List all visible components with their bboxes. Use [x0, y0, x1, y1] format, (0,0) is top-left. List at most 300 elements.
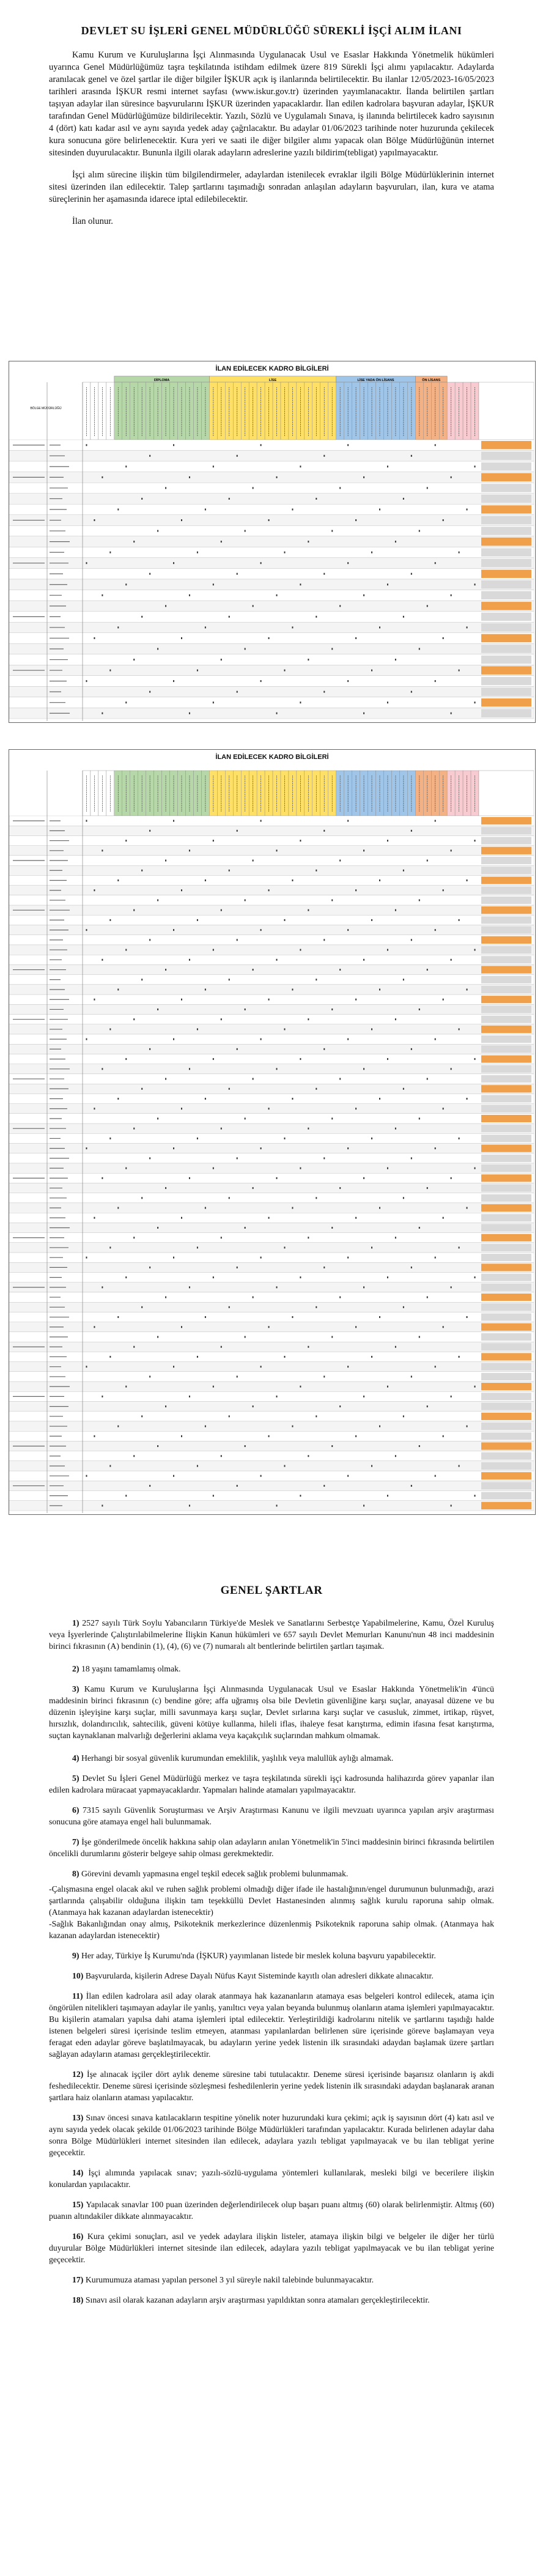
cell-value-mark	[102, 594, 103, 596]
condition-item	[49, 1868, 494, 1879]
cell-value-mark	[300, 701, 301, 703]
cell-value-mark	[371, 1465, 372, 1467]
total-cell	[481, 1055, 531, 1062]
total-cell	[481, 505, 531, 514]
condition-item	[49, 2167, 494, 2190]
total-cell	[481, 1343, 531, 1350]
cell-value-mark	[339, 1405, 341, 1407]
cell-value-mark	[419, 530, 420, 532]
cell-value-mark	[173, 1038, 174, 1040]
table-row	[9, 1144, 534, 1153]
cell-value-mark	[395, 1128, 396, 1130]
condition-text: İşe gönderilmede öncelik hakkına sahip olan adayların anılan Yönetmelik'in 5'inci maddesinin birinci fıkrasında belirtilen öncelikli durumlarını gösterir belgeye sahip olması gerekmektedir.	[49, 1837, 494, 1858]
cell-value-mark	[459, 1028, 460, 1030]
cell-value-mark	[292, 1316, 293, 1318]
cell-value-mark	[276, 959, 278, 961]
total-cell	[481, 996, 531, 1003]
cell-value-mark	[475, 583, 476, 585]
cell-value-mark	[205, 989, 206, 991]
cell-value-mark	[355, 519, 356, 521]
condition-number: 10)	[72, 1971, 86, 1980]
cell-value-mark	[387, 1168, 388, 1169]
cell-value-mark	[292, 509, 293, 511]
total-cell	[481, 1383, 531, 1390]
cell-value-mark	[323, 1485, 325, 1487]
total-cell	[481, 1005, 531, 1013]
table-row	[9, 1431, 534, 1441]
cell-value-mark	[125, 1168, 127, 1169]
cell-value-mark	[435, 1366, 436, 1368]
cell-value-mark	[94, 1108, 95, 1109]
cell-value-mark	[371, 1028, 372, 1030]
table-row	[9, 1123, 534, 1133]
cell-value-mark	[371, 552, 372, 553]
table-row	[9, 1401, 534, 1411]
cell-value-mark	[451, 959, 452, 961]
cell-value-mark	[109, 670, 111, 672]
cell-value-mark	[411, 1048, 412, 1050]
total-cell	[481, 1423, 531, 1430]
table-row	[9, 1024, 534, 1034]
total-cell	[481, 548, 531, 557]
cell-value-mark	[189, 1286, 190, 1288]
cell-value-mark	[237, 830, 238, 832]
cell-value-mark	[133, 1346, 135, 1348]
table-row	[9, 440, 534, 451]
condition-text: İlan edilen kadrolara asil aday olarak atanmaya hak kazananların atamaya esas belgeleri kontrol edilecek, atama için öngörülen nitelikleri taşımayan adaylar ile yanlış, yanıltıcı veya yalan beyanda bulunmuş olanların atama işlemleri yapılmayacaktır. Bu kişilerin atamaları yapılsa dahi atama işlemleri iptal edilecektir. Yerleştirildiği kadrolarını nitelik ve şartlarını taşıdığı halde istenen belgeleri süresi içerisinde teslim etmeyen, atanması yapılanlardan belirlenen süre içerisinde göreve başlamayan veya feragat eden adaylar göreve başlatılmayacak, bu adayların yerine yedek listenin ilk sırasındaki adaydan başlamak üzere şartları sağlayan adayların ataması gerçekleştirilecektir.	[49, 1991, 494, 2059]
cell-value-mark	[284, 1138, 285, 1139]
cell-value-mark	[411, 1375, 412, 1377]
cell-value-mark	[237, 1157, 238, 1159]
total-cell	[481, 897, 531, 904]
condition-text: 18 yaşını tamamlamış olmak.	[81, 1664, 181, 1673]
cell-value-mark	[133, 1018, 135, 1020]
condition-text: Devlet Su İşleri Genel Müdürlüğü merkez ve taşra teşkilatında sürekli işçi kadrosunda halihazırda görev yapanlar ilan edilen kadrolara müracaat yapmayacaklardır. Yapmaları halinde atamaları yapılmayacaktır.	[49, 1774, 494, 1794]
cell-value-mark	[213, 949, 214, 951]
cell-value-mark	[197, 670, 198, 672]
table-1-grid	[9, 372, 534, 721]
table-row	[9, 1153, 534, 1163]
condition-text: Her aday, Türkiye İş Kurumu'nda (İŞKUR) yayımlanan listede bir meslek koluna başvuru yapabilecektir.	[81, 1951, 436, 1960]
table-row	[9, 568, 534, 579]
cell-value-mark	[149, 691, 150, 693]
total-cell	[481, 1482, 531, 1489]
group-header-label: DİPLOMA	[153, 379, 170, 382]
total-cell	[481, 876, 531, 884]
cell-value-mark	[268, 999, 270, 1001]
cell-value-mark	[94, 1435, 95, 1437]
cell-value-mark	[339, 1187, 341, 1189]
cell-value-mark	[331, 1227, 333, 1229]
cell-value-mark	[253, 969, 254, 971]
cell-value-mark	[157, 530, 158, 532]
total-cell	[481, 1442, 531, 1449]
cell-value-mark	[173, 444, 174, 446]
cell-value-mark	[443, 999, 444, 1001]
cell-value-mark	[323, 691, 325, 693]
cell-value-mark	[149, 1157, 150, 1159]
cell-value-mark	[221, 1346, 222, 1348]
cell-value-mark	[411, 1267, 412, 1268]
condition-number: 1)	[72, 1618, 83, 1627]
cell-value-mark	[157, 1336, 158, 1338]
cell-value-mark	[443, 1108, 444, 1109]
cell-value-mark	[403, 616, 404, 618]
total-cell	[481, 1164, 531, 1172]
cell-value-mark	[467, 626, 468, 628]
cell-value-mark	[419, 1227, 420, 1229]
cell-value-mark	[253, 1187, 254, 1189]
condition-text: Sınavı asil olarak kazanan adayların arşiv araştırması yapıldıktan sonra atamaları gerçekleştirilecektir.	[85, 2295, 430, 2304]
total-cell	[481, 687, 531, 696]
cell-value-mark	[157, 1445, 158, 1447]
cell-value-mark	[427, 487, 428, 489]
condition-text: 2527 sayılı Türk Soylu Yabancıların Türkiye'de Meslek ve Sanatlarını Serbestçe Yapabilmelerine, Kamu, Özel Kuruluş veya İşyerlerinde Çalıştırılabilmelerine İlişkin Kanun hükümleri ve 657 sayılı Devlet Memurları Kanunu'nun 48 inci maddesinin birinci fıkrasının (A) bendinin (1), (4), (6) ve (7) numaralı alt bentlerinde belirtilen şartları taşımak.	[49, 1618, 494, 1651]
cell-value-mark	[331, 899, 333, 901]
total-cell	[481, 837, 531, 844]
cell-value-mark	[253, 1078, 254, 1080]
total-cell	[481, 1303, 531, 1311]
cell-value-mark	[411, 830, 412, 832]
cell-value-mark	[189, 1068, 190, 1070]
closing-text: İlan olunur.	[72, 217, 113, 226]
condition-number: 12)	[72, 2070, 87, 2079]
cell-value-mark	[331, 530, 333, 532]
total-cell	[481, 516, 531, 525]
table-row	[9, 865, 534, 875]
cell-value-mark	[347, 562, 349, 564]
table-row	[9, 1382, 534, 1391]
cell-value-mark	[197, 552, 198, 553]
table-row	[9, 994, 534, 1004]
cell-value-mark	[300, 840, 301, 842]
cell-value-mark	[379, 509, 380, 511]
cell-value-mark	[197, 1138, 198, 1139]
table-row	[9, 856, 534, 865]
cell-value-mark	[316, 1306, 317, 1308]
total-cell	[481, 1363, 531, 1371]
intro-section	[0, 49, 543, 228]
cell-value-mark	[331, 1009, 333, 1010]
total-cell	[481, 1095, 531, 1102]
cell-value-mark	[86, 1475, 87, 1477]
cell-value-mark	[451, 594, 452, 596]
cell-value-mark	[229, 498, 230, 500]
total-cell	[481, 1413, 531, 1420]
process-paragraph: İşçi alım sürecine ilişkin tüm bilgilendirmeler, adaylardan istenilecek evraklar ilgili Bölge Müdürlüklerinin internet sitesi üzerinden ilan edilecektir. Talep şartlarını taşımadığı sonradan anlaşılan adayların başvuruları, ilan, kura ve atama süreçlerinin her aşamasında idarece iptal edilebilecektir.	[49, 170, 494, 204]
total-cell	[481, 1453, 531, 1460]
cell-value-mark	[260, 1147, 262, 1149]
cell-value-mark	[102, 959, 103, 961]
cell-value-mark	[403, 1415, 404, 1417]
cell-value-mark	[323, 1267, 325, 1268]
cell-value-mark	[189, 849, 190, 851]
cell-value-mark	[347, 820, 349, 822]
condition-text: Sınav öncesi sınava katılacakların tespitine yönelik noter huzurundaki kura çekimi; açık iş sayısının dört (4) katı asıl ve aynı sayıda yedek olacak şekilde 01/06/2023 tarihinde Bölge Müdürlükleri tarafından yapılacaktır. Kurada belirlenen adaylar daha sonra Bölge Müdürlükleri internet sitesinden ilan edilecek, adaylara yazılı tebligat yapılmayacak ve bu ilan tebligat yerine geçecektir.	[49, 2113, 494, 2157]
cell-value-mark	[102, 712, 103, 714]
cell-value-mark	[86, 444, 87, 446]
cell-value-mark	[157, 648, 158, 650]
cell-value-mark	[467, 1098, 468, 1100]
cell-value-mark	[260, 1366, 262, 1368]
cell-value-mark	[323, 1048, 325, 1050]
total-cell	[481, 1035, 531, 1043]
cell-value-mark	[363, 1505, 364, 1506]
cell-value-mark	[189, 1505, 190, 1506]
total-cell	[481, 946, 531, 953]
cell-value-mark	[141, 979, 142, 980]
cell-value-mark	[355, 1108, 356, 1109]
total-cell	[481, 1234, 531, 1242]
table-row	[9, 461, 534, 472]
total-cell	[481, 495, 531, 503]
cell-value-mark	[292, 879, 293, 881]
cell-value-mark	[125, 840, 127, 842]
cell-value-mark	[117, 1207, 119, 1209]
condition-item	[49, 1804, 494, 1827]
cell-value-mark	[387, 1495, 388, 1497]
condition-number: 11)	[72, 1991, 86, 2000]
table-2-title: İLAN EDİLECEK KADRO BİLGİLERİ	[215, 753, 329, 761]
cell-value-mark	[117, 1098, 119, 1100]
condition-item	[49, 1617, 494, 1652]
cell-value-mark	[347, 1257, 349, 1259]
condition-text: İşe alınacak işçiler dört aylık deneme süresine tabi tutulacaktır. Deneme süresi içerisinde başarısız olanların iş akdi feshedilecektir. Deneme süresi içerisinde sözleşmesi feshedilenlerin yerine yedek listenin ilk sırasındaki adaydan başlanarak aranan şartlara haiz olanların ataması yapılacaktır.	[49, 2070, 494, 2102]
total-cell	[481, 527, 531, 535]
cell-value-mark	[173, 1147, 174, 1149]
cell-value-mark	[379, 626, 380, 628]
cell-value-mark	[475, 701, 476, 703]
table-row	[9, 622, 534, 633]
cell-value-mark	[347, 1038, 349, 1040]
cell-value-mark	[475, 840, 476, 842]
cell-value-mark	[165, 969, 166, 971]
cell-value-mark	[229, 1306, 230, 1308]
table-row	[9, 1034, 534, 1044]
cell-value-mark	[459, 1138, 460, 1139]
cell-value-mark	[411, 1485, 412, 1487]
cell-value-mark	[371, 1356, 372, 1358]
table-row	[9, 816, 534, 826]
cell-value-mark	[245, 1227, 246, 1229]
cell-value-mark	[205, 626, 206, 628]
table-row	[9, 1094, 534, 1103]
cell-value-mark	[109, 1028, 111, 1030]
cell-value-mark	[323, 1375, 325, 1377]
cell-value-mark	[205, 1207, 206, 1209]
cell-value-mark	[387, 949, 388, 951]
condition-text: Herhangi bir sosyal güvenlik kurumundan emeklilik, yaşlılık veya malullük aylığı almamak.	[81, 1753, 394, 1763]
cell-value-mark	[451, 1505, 452, 1506]
cell-value-mark	[427, 1297, 428, 1298]
cell-value-mark	[443, 519, 444, 521]
conditions-header	[0, 1584, 543, 1597]
cell-value-mark	[331, 1117, 333, 1119]
cell-value-mark	[213, 701, 214, 703]
cell-value-mark	[467, 879, 468, 881]
cell-value-mark	[197, 919, 198, 921]
table-row	[9, 1421, 534, 1431]
condition-item	[49, 1772, 494, 1796]
table-row	[9, 1461, 534, 1471]
condition-number: 16)	[72, 2232, 87, 2241]
cell-value-mark	[245, 1336, 246, 1338]
cell-value-mark	[395, 1346, 396, 1348]
cell-value-mark	[149, 1048, 150, 1050]
total-cell	[481, 1244, 531, 1251]
table-1-title: İLAN EDİLECEK KADRO BİLGİLERİ	[215, 365, 329, 372]
table-row	[9, 601, 534, 612]
table-row	[9, 964, 534, 974]
total-cell	[481, 1125, 531, 1132]
cell-value-mark	[467, 1316, 468, 1318]
cell-value-mark	[229, 1197, 230, 1199]
total-cell	[481, 1194, 531, 1202]
table-row	[9, 1015, 534, 1024]
cell-value-mark	[411, 1157, 412, 1159]
cell-value-mark	[284, 1356, 285, 1358]
cell-value-mark	[157, 899, 158, 901]
table-row	[9, 1273, 534, 1282]
cell-value-mark	[149, 1375, 150, 1377]
table-row	[9, 665, 534, 676]
cell-value-mark	[94, 1217, 95, 1219]
table-row	[9, 826, 534, 835]
total-cell	[481, 1145, 531, 1152]
cell-value-mark	[316, 979, 317, 980]
cell-value-mark	[300, 1276, 301, 1278]
cell-value-mark	[363, 849, 364, 851]
cell-value-mark	[475, 949, 476, 951]
table-row	[9, 1262, 534, 1272]
table-row	[9, 1104, 534, 1114]
table-row	[9, 1412, 534, 1421]
cell-value-mark	[276, 594, 278, 596]
cell-value-mark	[165, 1078, 166, 1080]
condition-item	[49, 1752, 494, 1764]
cell-value-mark	[379, 879, 380, 881]
cell-value-mark	[316, 1415, 317, 1417]
cell-value-mark	[205, 879, 206, 881]
cell-value-mark	[451, 1068, 452, 1070]
table-row	[9, 708, 534, 719]
cell-value-mark	[245, 899, 246, 901]
cell-value-mark	[323, 939, 325, 941]
condition-item	[49, 1970, 494, 1982]
cell-value-mark	[292, 1426, 293, 1427]
condition-number: 8)	[72, 1869, 81, 1878]
cell-value-mark	[323, 455, 325, 457]
cell-value-mark	[363, 712, 364, 714]
cell-value-mark	[308, 909, 309, 911]
cell-value-mark	[284, 1028, 285, 1030]
cell-value-mark	[213, 1386, 214, 1388]
cell-value-mark	[260, 562, 262, 564]
cell-value-mark	[205, 1098, 206, 1100]
cell-value-mark	[467, 989, 468, 991]
cell-value-mark	[173, 1257, 174, 1259]
table-row	[9, 612, 534, 623]
total-header-cell	[479, 382, 534, 440]
cell-value-mark	[292, 1207, 293, 1209]
cell-value-mark	[141, 616, 142, 618]
cell-value-mark	[141, 1197, 142, 1199]
cell-value-mark	[379, 1316, 380, 1318]
table-row	[9, 686, 534, 697]
cell-value-mark	[347, 929, 349, 931]
cell-value-mark	[181, 637, 182, 639]
cell-value-mark	[403, 1197, 404, 1199]
cell-value-mark	[109, 1138, 111, 1139]
total-cell	[481, 645, 531, 653]
cell-value-mark	[323, 1157, 325, 1159]
cell-value-mark	[347, 1366, 349, 1368]
condition-item	[49, 1950, 494, 1961]
condition-number: 13)	[72, 2113, 86, 2122]
cell-value-mark	[213, 1495, 214, 1497]
cell-value-mark	[435, 1475, 436, 1477]
table-row	[9, 494, 534, 505]
cell-value-mark	[141, 1088, 142, 1090]
cell-value-mark	[86, 680, 87, 682]
table-row	[9, 451, 534, 462]
total-cell	[481, 1402, 531, 1410]
cell-value-mark	[435, 929, 436, 931]
table-row	[9, 472, 534, 483]
cell-value-mark	[355, 1435, 356, 1437]
cell-value-mark	[133, 909, 135, 911]
cell-value-mark	[165, 487, 166, 489]
cell-value-mark	[237, 1375, 238, 1377]
cell-value-mark	[102, 1177, 103, 1179]
cell-value-mark	[268, 519, 270, 521]
cell-value-mark	[475, 465, 476, 467]
vacancy-table-1	[9, 361, 536, 723]
cell-value-mark	[221, 659, 222, 661]
cell-value-mark	[125, 1495, 127, 1497]
cell-value-mark	[173, 562, 174, 564]
condition-number: 4)	[72, 1753, 81, 1763]
cell-value-mark	[117, 879, 119, 881]
table-row	[9, 875, 534, 885]
table-2-grid	[9, 761, 534, 1513]
cell-value-mark	[427, 605, 428, 607]
cell-value-mark	[467, 1426, 468, 1427]
cell-value-mark	[395, 541, 396, 542]
cell-value-mark	[253, 860, 254, 862]
table-row	[9, 1362, 534, 1372]
cell-value-mark	[363, 1396, 364, 1397]
cell-value-mark	[197, 1246, 198, 1248]
cell-value-mark	[189, 476, 190, 478]
cell-value-mark	[109, 919, 111, 921]
cell-value-mark	[316, 1088, 317, 1090]
total-cell	[481, 462, 531, 471]
total-cell	[481, 827, 531, 834]
total-cell	[481, 1472, 531, 1479]
cell-value-mark	[157, 1227, 158, 1229]
cell-value-mark	[347, 444, 349, 446]
total-cell	[481, 847, 531, 854]
cell-value-mark	[435, 820, 436, 822]
cell-value-mark	[125, 1386, 127, 1388]
total-cell	[481, 709, 531, 717]
total-cell	[481, 1323, 531, 1331]
table-row	[9, 1312, 534, 1322]
total-cell	[481, 906, 531, 914]
total-cell	[481, 441, 531, 450]
vacancy-table-2	[9, 749, 536, 1515]
